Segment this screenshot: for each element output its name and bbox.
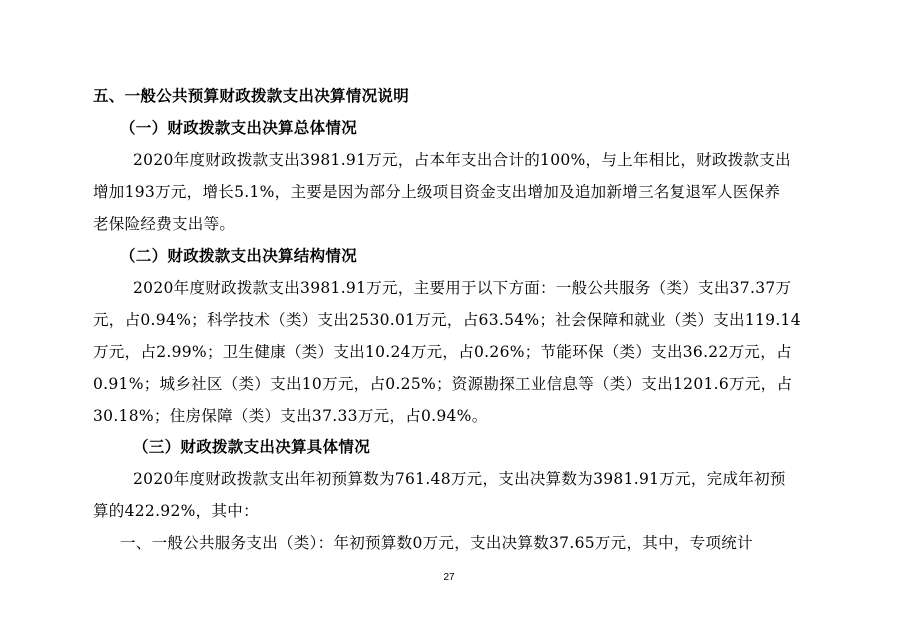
paragraph-line: 万元，占2.99%；卫生健康（类）支出10.24万元，占0.26%；节能环保（类）支出36.22万元，占 xyxy=(93,343,792,361)
paragraph-line: 增加193万元，增长5.1%，主要是因为部分上级项目资金支出增加及追加新增三名复退军人医保养 xyxy=(93,183,781,201)
section-title: 五、一般公共预算财政拨款支出决算情况说明 xyxy=(93,87,410,105)
paragraph-line: 算的422.92%，其中： xyxy=(93,502,259,520)
paragraph-line: 30.18%；住房保障（类）支出37.33万元，占0.94%。 xyxy=(93,407,488,425)
paragraph-line: 老保险经费支出等。 xyxy=(93,215,236,233)
subsection-heading-details: （三）财政拨款支出决算具体情况 xyxy=(133,438,371,456)
page-number: 27 xyxy=(443,572,455,583)
paragraph-line: 一、一般公共服务支出（类）：年初预算数0万元，支出决算数37.65万元，其中，专项统计 xyxy=(120,534,753,552)
paragraph-line: 元，占0.94%；科学技术（类）支出2530.01万元，占63.54%；社会保障和就业（类）支出119.14 xyxy=(93,311,801,329)
subsection-heading-overall: （一）财政拨款支出决算总体情况 xyxy=(120,119,358,137)
paragraph-line: 2020年度财政拨款支出3981.91万元，主要用于以下方面：一般公共服务（类）支出37.37万 xyxy=(133,279,792,297)
paragraph-line: 2020年度财政拨款支出年初预算数为761.48万元，支出决算数为3981.91万元，完成年初预 xyxy=(133,470,786,488)
paragraph-line: 2020年度财政拨款支出3981.91万元，占本年支出合计的100%，与上年相比，财政拨款支出 xyxy=(133,151,791,169)
paragraph-line: 0.91%；城乡社区（类）支出10万元，占0.25%；资源勘探工业信息等（类）支出1201.6万元，占 xyxy=(93,375,793,393)
subsection-heading-structure: （二）财政拨款支出决算结构情况 xyxy=(120,247,358,265)
